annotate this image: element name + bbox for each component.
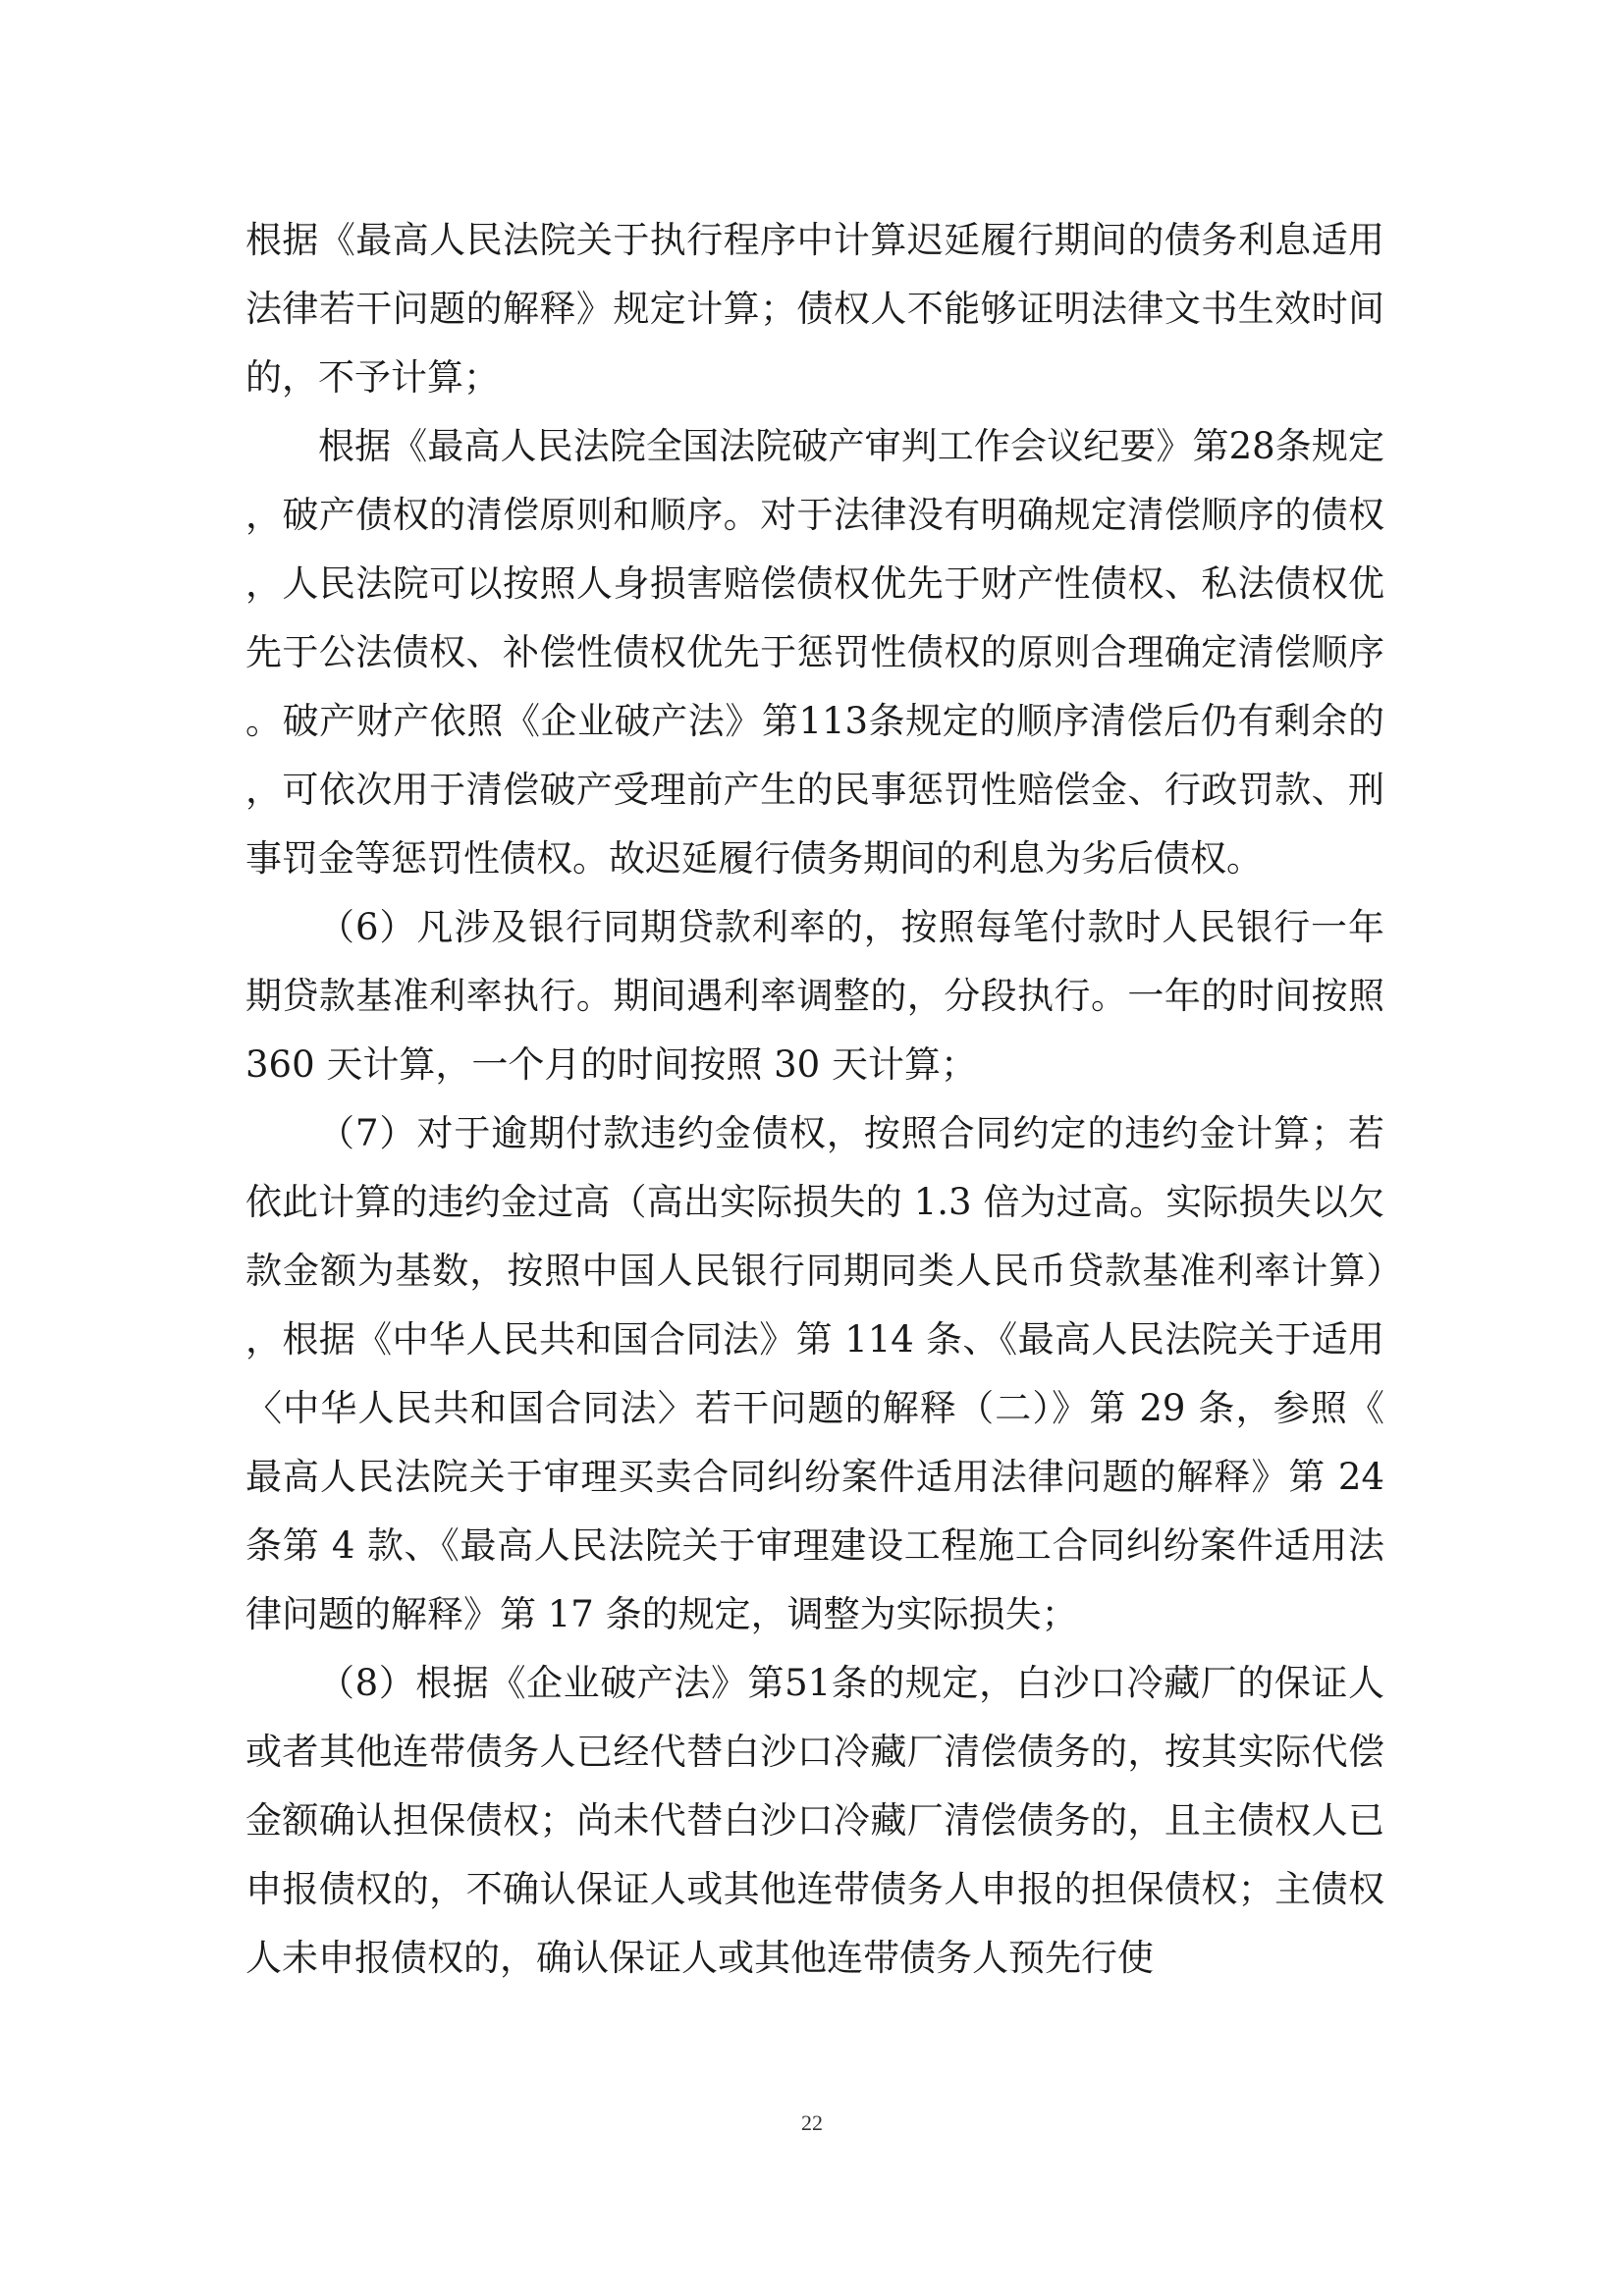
- page-number: 22: [801, 2110, 823, 2135]
- paragraph-item-6: （6）凡涉及银行同期贷款利率的，按照每笔付款时人民银行一年期贷款基准利率执行。期间遇利率调整的，分段执行。一年的时间按照 360 天计算，一个月的时间按照 30 天计算；: [245, 906, 1384, 1086]
- paragraph-item-7: （7）对于逾期付款违约金债权，按照合同约定的违约金计算；若依此计算的违约金过高（高出实际损失的 1.3 倍为过高。实际损失以欠款金额为基数，按照中国人民银行同期同类人民币贷款基准利率计算），根据《中华人民共和国合同法》第 114 条、《最高人民法院关于适用〈中华人民共和国合同法〉若干问题的解释（二）》第 29 条，参照《最高人民法院关于审理买卖合同纠纷案件适用法律问题的解释》第 24 条第 4 款、《最高人民法院关于审理建设工程施工合同纠纷案件适用法律问题的解释》第 17 条的规定，调整为实际损失；: [245, 1112, 1384, 1635]
- paragraph-continuation: 根据《最高人民法院关于执行程序中计算迟延履行期间的债务利息适用法律若干问题的解释》规定计算；债权人不能够证明法律文书生效时间的，不予计算；: [245, 219, 1384, 399]
- paragraph-bankruptcy-priority: 根据《最高人民法院全国法院破产审判工作会议纪要》第28条规定，破产债权的清偿原则和顺序。对于法律没有明确规定清偿顺序的债权，人民法院可以按照人身损害赔偿债权优先于财产性债权、私法债权优先于公法债权、补偿性债权优先于惩罚性债权的原则合理确定清偿顺序。破产财产依照《企业破产法》第113条规定的顺序清偿后仍有剩余的，可依次用于清偿破产受理前产生的民事惩罚性赔偿金、行政罚款、刑事罚金等惩罚性债权。故迟延履行债务期间的利息为劣后债权。: [245, 425, 1384, 880]
- body-text: [245, 206, 1384, 1993]
- paragraph-item-8: （8）根据《企业破产法》第51条的规定，白沙口冷藏厂的保证人或者其他连带债务人已经代替白沙口冷藏厂清偿债务的，按其实际代偿金额确认担保债权；尚未代替白沙口冷藏厂清偿债务的，且主债权人已申报债权的，不确认保证人或其他连带债务人申报的担保债权；主债权人未申报债权的，确认保证人或其他连带债务人预先行使: [245, 1662, 1384, 1979]
